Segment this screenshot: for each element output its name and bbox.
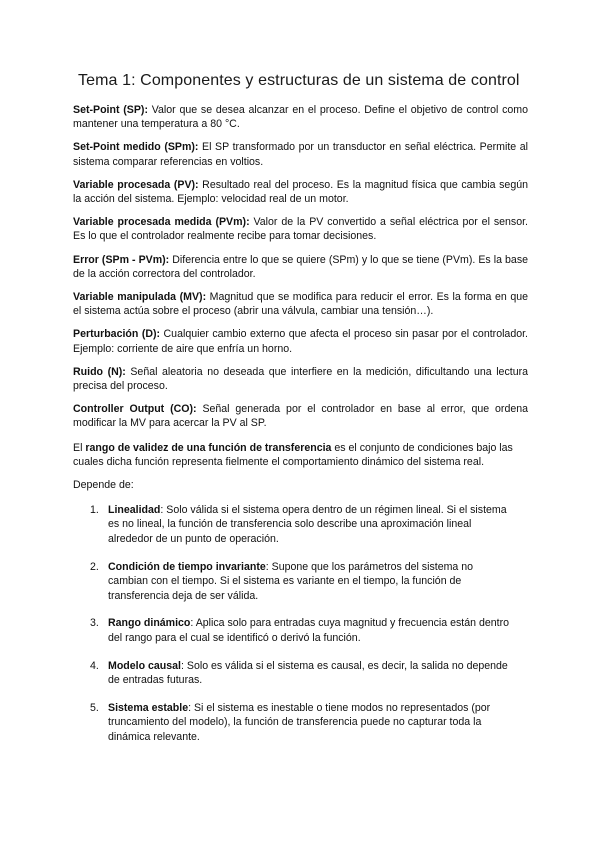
- validity-pre: El: [73, 442, 86, 454]
- definition-text: Señal generada por el controlador en base al error, que ordena modificar la MV para acercar la PV al SP.: [73, 403, 529, 430]
- condition-number: 5.: [90, 702, 99, 715]
- condition-item: [87, 659, 512, 688]
- definition-variable-procesada: [73, 178, 528, 206]
- definition-text: Magnitud que se modifica para reducir el error. Es la forma en que el sistema actúa sobre el proceso (abrir una válvula, cambiar una tensión…).: [73, 291, 528, 318]
- definition-controller-output: [73, 402, 528, 430]
- condition-number: 1.: [90, 504, 99, 516]
- definition-term: Ruido (N):: [73, 365, 126, 378]
- condition-number: 3.: [90, 617, 99, 630]
- condition-text: : Si el sistema es inestable o tiene modos no representados (por truncamiento del modelo), la función de transferencia puede no capturar toda la dinámica relevante.: [108, 702, 491, 743]
- condition-text: : Solo válida si el sistema opera dentro de un régimen lineal. Si el sistema es no lineal, la función de transferencia solo describe una aproximación lineal alrededor de un punto de operación.: [108, 504, 507, 545]
- validity-term: rango de validez de una función de transferencia: [85, 442, 332, 454]
- definition-term: Variable procesada (PV):: [73, 178, 199, 191]
- condition-item: [87, 560, 512, 603]
- condition-number: 2.: [90, 560, 99, 573]
- condition-term: Rango dinámico: [108, 617, 191, 630]
- definition-term: Set-Point (SP):: [73, 104, 148, 116]
- definition-perturbacion: [73, 327, 528, 355]
- definition-ruido: [73, 365, 528, 393]
- condition-item: [87, 701, 512, 744]
- condition-text: : Aplica solo para entradas cuya magnitud y frecuencia están dentro del rango para el cual se identificó o derivó la función.: [108, 617, 509, 644]
- condition-text: : Supone que los parámetros del sistema no cambian con el tiempo. Si el sistema es variante en el tiempo, la función de transferencia deja de ser válida.: [108, 560, 474, 602]
- condition-number: 4.: [90, 659, 99, 672]
- validity-paragraph: [73, 441, 528, 469]
- definition-text: Cualquier cambio externo que afecta el proceso sin pasar por el controlador. Ejemplo: corriente de aire que enfría un horno.: [73, 328, 528, 355]
- definition-text: El SP transformado por un transductor en señal eléctrica. Permite al sistema comparar referencias en voltios.: [73, 141, 528, 168]
- definition-set-point: [73, 103, 528, 131]
- definition-term: Error (SPm - PVm):: [73, 253, 170, 266]
- condition-term: Condición de tiempo invariante: [108, 560, 266, 573]
- definition-text: Valor que se desea alcanzar en el proceso. Define el objetivo de control como mantener una temperatura a 80 °C.: [73, 104, 528, 131]
- condition-term: Modelo causal: [108, 659, 181, 672]
- definition-text: Diferencia entre lo que se quiere (SPm) y lo que se tiene (PVm). Es la base de la acción correctora del controlador.: [73, 253, 529, 280]
- definition-text: Señal aleatoria no deseada que interfiere en la medición, dificultando una lectura precisa del proceso.: [73, 365, 529, 393]
- definition-variable-manipulada: [73, 290, 528, 318]
- condition-text: : Solo es válida si el sistema es causal, es decir, la salida no depende de entradas futuras.: [108, 659, 508, 687]
- validity-post: es el conjunto de condiciones bajo las cuales dicha función representa fielmente el comportamiento dinámico del sistema real.: [73, 442, 513, 469]
- definition-text: Valor de la PV convertido a señal eléctrica por el sensor. Es lo que el controlador realmente recibe para tomar decisiones.: [73, 216, 528, 243]
- condition-term: Linealidad: [108, 504, 161, 516]
- condition-item: [87, 616, 512, 645]
- definition-text: Resultado real del proceso. Es la magnitud física que cambia según la acción del sistema. Ejemplo: velocidad real de un motor.: [73, 178, 528, 206]
- page-title: Tema 1: Componentes y estructuras de un sistema de control: [78, 72, 520, 89]
- definition-variable-procesada-medida: [73, 215, 528, 243]
- depends-label: Depende de:: [73, 479, 134, 491]
- definitions-list: [73, 103, 528, 440]
- definition-set-point-medido: [73, 140, 528, 168]
- definition-term: Set-Point medido (SPm):: [73, 141, 199, 154]
- definition-term: Variable manipulada (MV):: [73, 291, 207, 304]
- definition-error: [73, 253, 528, 281]
- condition-term: Sistema estable: [108, 702, 189, 715]
- definition-term: Perturbación (D):: [73, 328, 161, 341]
- definition-term: Controller Output (CO):: [73, 403, 197, 416]
- conditions-list: [87, 503, 512, 758]
- condition-item: [87, 503, 512, 546]
- definition-term: Variable procesada medida (PVm):: [73, 216, 250, 229]
